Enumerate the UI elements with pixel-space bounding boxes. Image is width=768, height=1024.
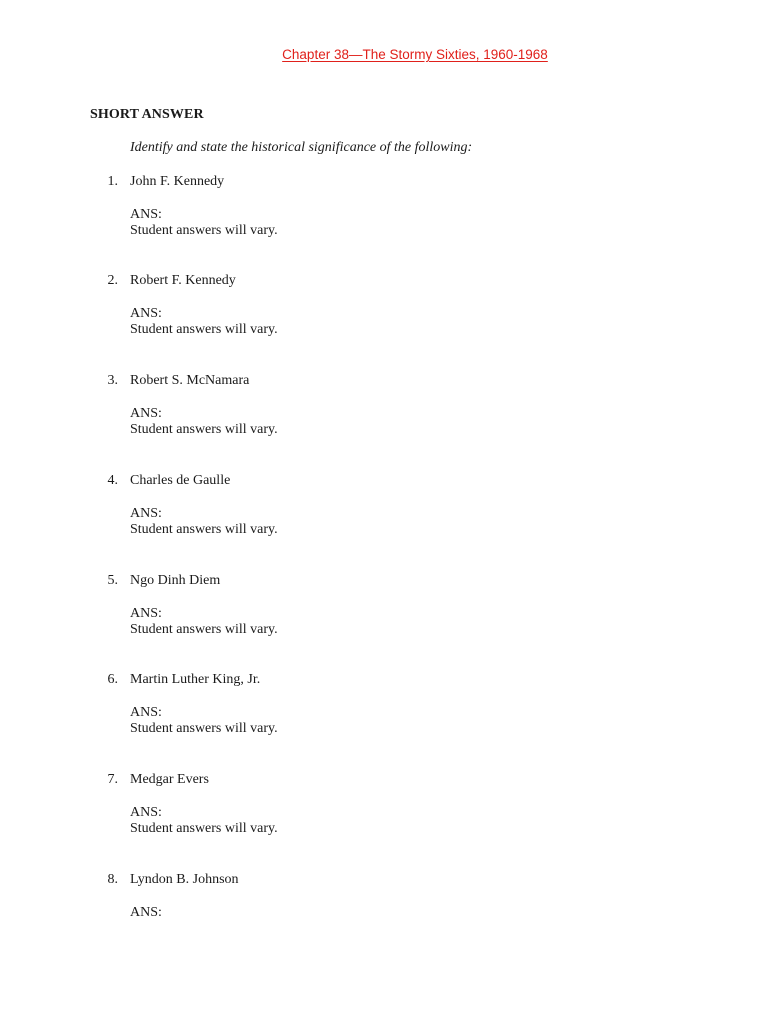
ans-label: ANS:: [130, 406, 162, 421]
question-number: 1.: [107, 174, 118, 189]
answer-text: Student answers will vary.: [130, 422, 278, 437]
question-number: 7.: [107, 772, 118, 787]
question-number: 2.: [107, 273, 118, 288]
question-name: Martin Luther King, Jr.: [130, 672, 261, 687]
question-number: 6.: [107, 672, 118, 687]
answer-text: Student answers will vary.: [130, 821, 278, 836]
instructions: Identify and state the historical significance of the following:: [130, 140, 473, 155]
ans-label: ANS:: [130, 705, 162, 720]
ans-label: ANS:: [130, 805, 162, 820]
answer-text: Student answers will vary.: [130, 322, 278, 337]
question-name: Lyndon B. Johnson: [130, 872, 239, 887]
answer-text: Student answers will vary.: [130, 522, 278, 537]
question-name: Robert S. McNamara: [130, 373, 250, 388]
question-name: Charles de Gaulle: [130, 473, 231, 488]
ans-label: ANS:: [130, 306, 162, 321]
question-name: Robert F. Kennedy: [130, 273, 236, 288]
question-name: Ngo Dinh Diem: [130, 573, 221, 588]
question-number: 4.: [107, 473, 118, 488]
chapter-title: Chapter 38—The Stormy Sixties, 1960-1968: [282, 47, 548, 62]
question-number: 3.: [107, 373, 118, 388]
ans-label: ANS:: [130, 905, 162, 920]
question-number: 5.: [107, 573, 118, 588]
answer-text: Student answers will vary.: [130, 721, 278, 736]
section-heading: SHORT ANSWER: [90, 107, 204, 122]
ans-label: ANS:: [130, 506, 162, 521]
ans-label: ANS:: [130, 606, 162, 621]
answer-text: Student answers will vary.: [130, 622, 278, 637]
question-name: John F. Kennedy: [130, 174, 225, 189]
question-number: 8.: [107, 872, 118, 887]
answer-text: Student answers will vary.: [130, 223, 278, 238]
question-name: Medgar Evers: [130, 772, 209, 787]
ans-label: ANS:: [130, 207, 162, 222]
